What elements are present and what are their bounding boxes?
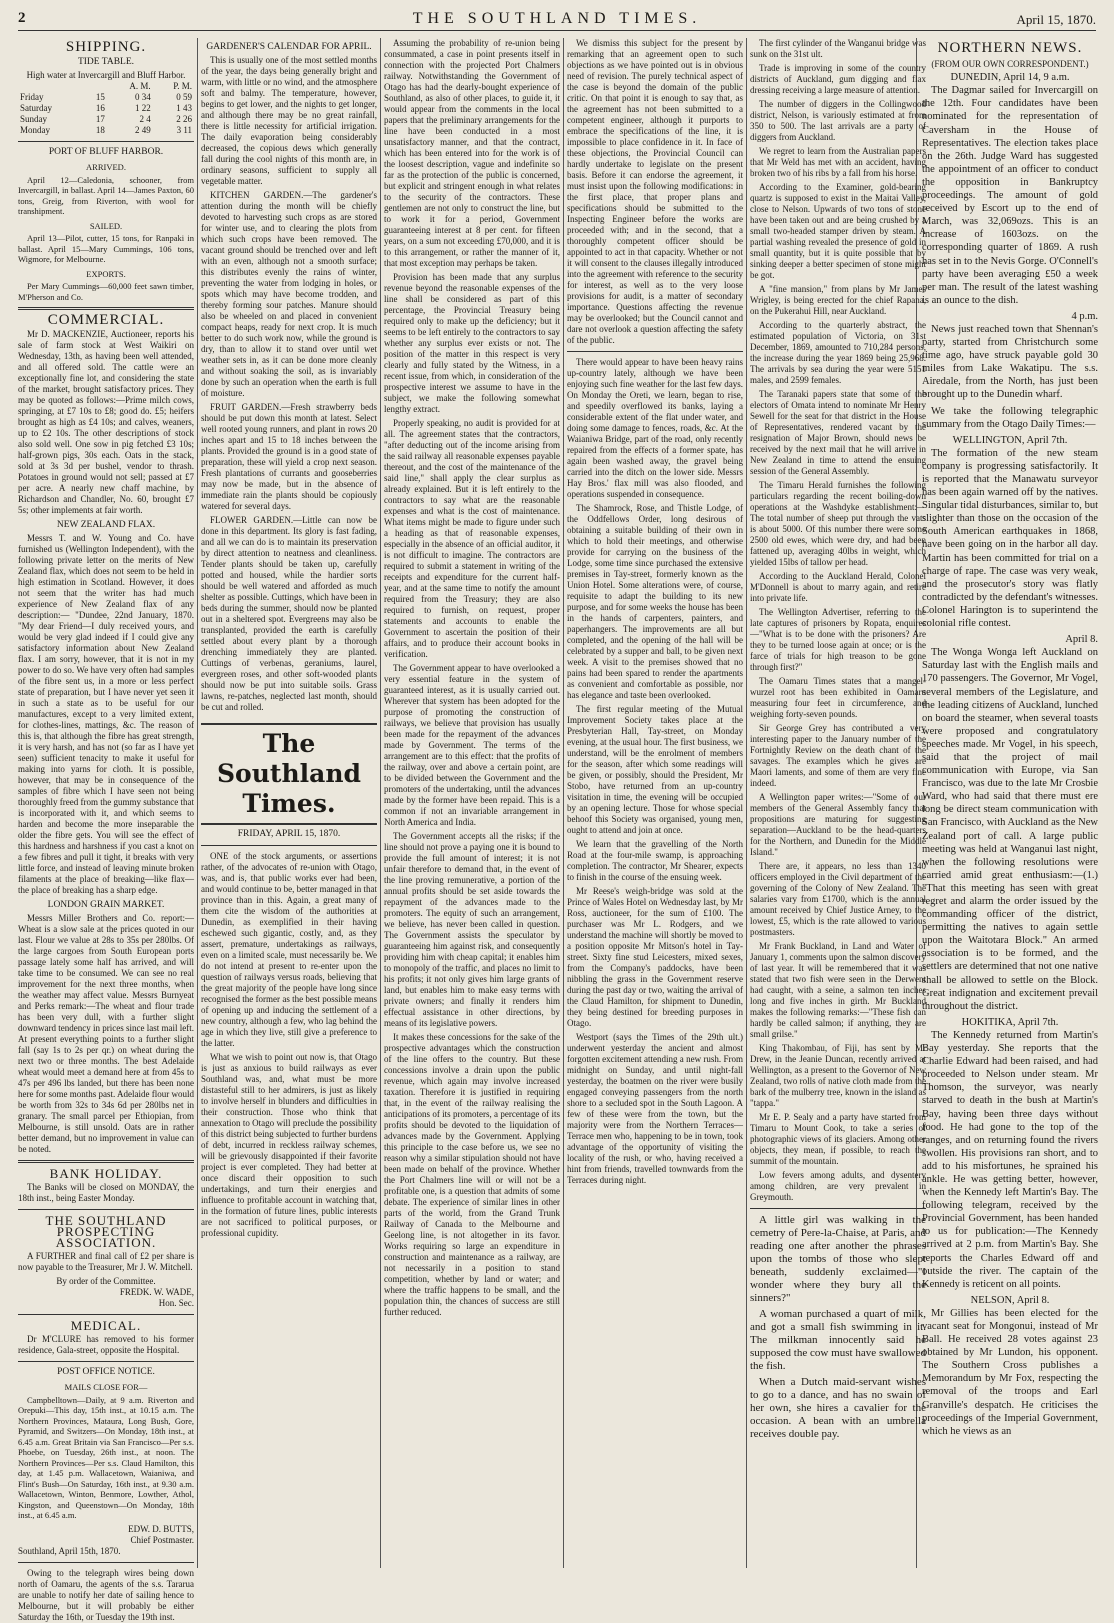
divider	[567, 351, 743, 352]
dateline: April 8.	[1065, 634, 1098, 646]
news-item: Trade is improving in some of the country districts of Auckland, gum digging and flax dressing receiving a large measure of attention.	[750, 63, 926, 95]
tide-table-heading: TIDE TABLE.	[77, 57, 135, 67]
port-heading: PORT OF BLUFF HARBOR.	[48, 147, 164, 157]
tide-date: 18	[95, 125, 105, 135]
tide-col-pm: P. M.	[173, 81, 192, 91]
prospecting-text: A FURTHER and final call of £2 per share is now payable to the Treasurer, Mr J. W. Mitchell.	[18, 1251, 194, 1272]
tide-row	[18, 92, 194, 103]
tide-day: Sunday	[20, 114, 47, 124]
bank-holiday-heading: BANK HOLIDAY.	[49, 1166, 163, 1181]
commercial-heading: COMMERCIAL.	[47, 312, 165, 328]
leader-paragraph: The Government accepts all the risks; if the line should not prove a paying one it is bound to provide the full amount of interest; it is not unfair therefore to demand that, in the event of the line proving remunerative, a portion of the annual profits should be set aside towards the repayment of the advances made to the promoters. The equity of such an arrangement, we believe, has never been called in question. The Government assists the speculator by guaranteeing him against risk, and consequently providing him with cheap capital; it enables him to monopoly of the traffic, and places no limit to his profits; it not only gives him large grants of land, but enables him to make easy terms with private owners; and finally it renders him effectual assistance in other directions, by means of its legislative powers.	[384, 831, 560, 1028]
dateline: HOKITIKA, April 7th.	[961, 1016, 1059, 1028]
post-office-signature: EDW. D. BUTTS,	[128, 1523, 194, 1534]
news-item: The Timaru Herald furnishes the following particulars regarding the recent boiling-down operations at the Washdyke establishment:—The total number of sheep put through the vats is about 5000. Of this number there were some 2500 old ewes, which were dry, and had been fattened up, averaging 40lbs in weight, which yielded 15lbs of tallow per head.	[750, 480, 926, 567]
leader-paragraph: ONE of the stock arguments, or assertions rather, of the advocates of re-union with Otago, was, and is, that public works ever had been, and would continue to be, better managed in that province than in this. Again, a great many of them cite the wisdom of the authorities at Dunedin, as exemplified in their having eschewed such gigantic, costly, and, as they assert, premature, undertakings as railways, even on a limited scale, must necessarily be. We do not intend at present to re-enter upon the question of railways versus roads, believing that the great majority of the people have long since recognised the former as the best possible means of opening up and inducing the settlement of a new country, although a few, who lag behind the age in which they live, still give a preference to the latter.	[201, 851, 377, 1048]
dateline: DUNEDIN, April 14, 9 a.m.	[950, 72, 1070, 84]
leader-paragraph: It makes these concessions for the sake of the prospective advantages which the construction of the line offers to the country. But these concessions involve a drain upon the public revenue, which again may involve increased taxation. Therefore it is justified in requiring that, in the event of the railway realising the anticipations of its promoters, a percentage of its profits should be devoted to the liquidation of advances made by the Government. Applying this principle to the case before us, we see no reason why a similar stipulation should not have been made on behalf of the province. Whether the Port Chalmers line will or will not be a profitable one, is a question that admits of some debate. The experience of similar lines in other parts of the world, from the Grand Trunk Railway of Canada to the Melbourne and Geelong line, is not altogether in its favor. Works requiring so large an expenditure in construction and maintenance as a railway, are not necessarily in a position to stand competition, whether by land or water; and where the traffic happens to be small, and the population thin, the chances of success are still further reduced.	[384, 1032, 560, 1317]
kitchen-garden: KITCHEN GARDEN.—The gardener's attention during the month will be chiefly devoted to harvesting such crops as are stored for winter use, and to clearing the plots from which such crops have been removed. The vacant ground should be trenched over and left with an even, although not a smooth surface; this distributes evenly the rains of winter, preventing the water from lodging in holes, or spots which may have become trodden, and thereby forming sour patches. Manure should also be wheeled on and placed in convenient compact heaps, ready for next crop. It is much better to do such work now, while the ground is dry, than to allow it to stand over until wet weather sets in, as it can be done more cleanly and without soaking the soil, as is invariably done by such an operation when the earth is full of moisture.	[201, 190, 377, 398]
news-item: Sir George Grey has contributed a very interesting paper to the January number of the Fortnightly Review on the death chant of the savages. The examples which he gives are Maori laments, and some of them are very fine indeed.	[750, 723, 926, 788]
tide-row	[18, 114, 194, 125]
news-item: King Thakombau, of Fiji, has sent by Mr Drew, in the Jeanie Duncan, recently arrived at Wellington, as a present to the Governor of New Zealand, two rolls of native cloth made from the bark of the mulberry tree, known in the island as "tappa."	[750, 1043, 926, 1108]
news-item: The Taranaki papers state that some of the electors of Omata intend to nominate Mr Henry Sewell for the seat for that district in the House of Representatives, rendered vacant by the resignation of Major Brown, should news be received by the next mail that he will arrive in New Zealand in time to attend the ensuing session of the General Assembly.	[750, 389, 926, 476]
dateline: 4 p.m.	[1071, 310, 1098, 322]
leader-paragraph: What we wish to point out now is, that Otago is just as anxious to build railways as ever Southland was, and, what must be more distasteful still to her admirers, is just as likely to involve herself in blunders and difficulties in their construction. Those who think that annexation to Otago will preclude the possibility of this district being subjected to further burdens of debt, incurred in reckless railway schemes, will be grievously disappointed if their favorite project is ever completed. They had better at once discard their opposition to such undertakings, and turn their energies and influence to profitable account in watching that, in the formation of future lines, public interests are not sacrificed to political purposes, or professional cupidity.	[201, 1052, 377, 1238]
divider	[18, 1361, 194, 1362]
post-office-title: Chief Postmaster.	[130, 1534, 194, 1545]
tide-pm: 3 11	[176, 125, 192, 135]
news-item: Low fevers among adults, and dysentery among children, are very prevalent in Greymouth.	[750, 1170, 926, 1202]
news-item: The first cylinder of the Wanganui bridge was sunk on the 31st ult.	[750, 38, 926, 59]
column-rule	[197, 38, 198, 1568]
column-3	[384, 38, 560, 1574]
tide-date: 17	[95, 114, 105, 124]
bank-holiday-text: The Banks will be closed on MONDAY, the 18th inst., being Easter Monday.	[18, 1182, 194, 1203]
tide-pm: 2 26	[176, 114, 192, 124]
prospecting-title: Hon. Sec.	[158, 1298, 194, 1308]
news-item: The Wellington Advertiser, referring to the late captures of prisoners by Ropata, enquires—"What is to be done with the prisoners? Are they to be turned loose again at once; or is the farce of trials for high treason to be gone through first?"	[750, 607, 926, 672]
column-4	[567, 38, 743, 1574]
telegram-text: The Wonga Wonga left Auckland on Saturday last with the English mails and 170 passengers. The Governor, Mr Vogel, several members of the Legislature, and the leading citizens of Auckland, lunched on board the steamer, when several toasts were proposed and congratulatory speeches made. Mr Vogel, in his speech, said that the project of mail communication with Europe, via San Francisco, was due to the late Mr Crosbie Ward, who had said that there must ere long be direct steam communication with San Francisco, with Auckland as the New Zealand port of call. A large public meeting was held at Wanganui last night, when the following resolutions were carried amid great enthusiasm:—(1.) "That this meeting has seen with great regret and alarm the order issued by the commanding officer of the district, permitting the natives to again settle upon the Waitotara Block." An armed association is to be formed, and the settlers are determined that not one native shall be allowed to settle on the Block. Great indignation and excitement prevail throughout the district.	[922, 647, 1098, 1012]
tide-header-row	[18, 81, 194, 92]
commercial-report: Mr D. MACKENZIE, Auctioneer, reports his sale of farm stock at West Waikiri on Wednesday, 13th, as having been well attended, and all offered sold. The cattle were an exceptionally fine lot, and considering the state of the market, brought satisfactory prices. They may be quoted as follows:—Prime milch cows, springing, at £7 10s to £8; good do. £5; heifers brought as high as £4 10s; and calves, weaners, up to £2 10s. The other descriptions of stock also sold well. One sow in pig fetched £3 10s; half-grown pigs, 30s each. Oats in the stack, sold at 3s 3d per bushel, vendor to thrash. Potatoes in ground would not sell; passed at £7 per acre. A nearly new chaff machine, by Richardson and Chandler, No. 60, brought £7 5s; other implements at fair worth.	[18, 329, 194, 515]
exports-text: Per Mary Cummings—60,000 feet sawn timber, M'Pherson and Co.	[18, 281, 194, 302]
northern-news-subheading: (FROM OUR OWN CORRESPONDENT.)	[931, 59, 1089, 70]
local-item: Westport (says the Times of the 29th ult.) underwent yesterday the ancient and almost forgotten excitement attending a new rush. From midnight on Sunday, and until night-fall yesterday, the boatmen on the river were busily engaged conveying passengers from the north shore to a secluded spot in the South Lagoon. A few of these were from the town, but the majority were from the Northern Terraces—Terrace men who, happening to be in town, took advantage of the opportunity of visiting the locality of the rush, or who, having received a hint from friends, travelled townwards from the Terraces during night.	[567, 1032, 743, 1185]
fruit-garden: FRUIT GARDEN.—Fresh strawberry beds should be put down this month at latest. Select well rooted young runners, and plant in rows 20 inches apart and 15 to 18 inches between the plants. Provided the ground is in a good state of preparation, these will yield a crop next season. Fresh plantations of currants and gooseberries may now be made, but in the absence of immediate rain the plants should be copiously watered for several days.	[201, 402, 377, 511]
dateline: WELLINGTON, April 7th.	[952, 434, 1068, 446]
local-item: There would appear to have been heavy rains up-country lately, although we have been enjoying such fine weather for the last few days. On Monday the Oreti, we learn, began to rise, and speedily overflowed its banks, laying a considerable extent of the flat under water, and doing some damage to fences, roads, &c. At the Waianiwa Bridge, part of the road, only recently repaired from the effects of a former spate, has again been washed away, the gravel being carried into the ditch on the lower side. Messrs Hay Bros.' flax mill was also flooded, and operations suspended in consequence.	[567, 357, 743, 499]
shipping-heading: SHIPPING.	[65, 39, 147, 55]
news-item: A Wellington paper writes:—"Some of our members of the General Assembly fancy that propositions are maturing for suggesting separation—Auckland to be the head-quarters for the Northern, and Dunedin for the Middle Island."	[750, 792, 926, 857]
telegram-text: Mr Gillies has been elected for the vacant seat for Mongonui, instead of Mr Ball. He received 28 votes against 23 obtained by Mr Lundon, his opponent. The Southern Cross publishes a Memorandum by Mr Fox, respecting the removal of the troops and Earl Granville's despatch. He criticises the proceedings of the Imperial Government, which he views as an	[922, 1307, 1098, 1437]
northern-news-heading: NORTHERN NEWS.	[937, 40, 1083, 56]
divider	[18, 1314, 194, 1315]
grain-heading: LONDON GRAIN MARKET.	[47, 900, 165, 910]
news-item: Mr E. P. Sealy and a party have started from Timaru to Mount Cook, to take a series of photographic views of its glaciers. Among other objects, they mean, if possible, to reach the summit of the mountain.	[750, 1112, 926, 1166]
news-item: The number of diggers in the Collingwood district, Nelson, is variously estimated at from 350 to 500. The last arrivals are a party of diggers from Auckland.	[750, 99, 926, 142]
post-office-text: Campbelltown—Daily, at 9 a.m. Riverton and Orepuki—This day, 15th inst., at 10.15 a.m. The Northern Provinces, Mataura, Long Bush, Gore, Pyramid, and Switzers—On Monday, 18th inst., at 6.45 a.m. Great Britain via San Francisco—Per s.s. Phoebe, on Tuesday, 26th inst., at noon. The Northern Provinces—Per s.s. Claud Hamilton, this day, at 1.45 p.m. Wallacetown, Waianiwa, and Flint's Bush—On Saturday, 16th inst., at 9.30 a.m. Wallacetown, Winton, Benmore, Lowther, Athol, Kingston, and Queenstown—On Monday, 18th inst., at 6.45 a.m.	[18, 1394, 194, 1520]
tararua-note: Owing to the telegraph wires being down north of Oamaru, the agents of the s.s. Tararua are unable to notify her date of sailing hence to Melbourne, but it will probably be either Saturday the 16th, or Tuesday the 19th inst.	[18, 1567, 194, 1622]
tide-am: 0 34	[134, 92, 151, 102]
news-item: A "fine mansion," from plans by Mr James Wrigley, is being erected for the chief Rapana, on the Pukerahui Hill, near Auckland.	[750, 284, 926, 316]
tide-am: 2 4	[139, 114, 151, 124]
medical-text: Dr M'CLURE has removed to his former residence, Gala-street, opposite the Hospital.	[18, 1334, 194, 1355]
tide-pm: 0 59	[176, 92, 192, 102]
tide-am: 2 49	[134, 125, 151, 135]
local-item: Mr Reese's weigh-bridge was sold at the Prince of Wales Hotel on Wednesday last, by Mr Ross, auctioneer, for the sum of £100. The purchaser was Mr L. Rodgers, and we understand the machine will shortly be moved to a position opposite Mr Mitson's hotel in Tay-street. Sixty fine stud Leicesters, mixed sexes, from the Company's paddocks, have been nibbling the grass in the Government reserve during the past day or two, waiting the arrival of the Claud Hamilton, for shipment to Dunedin, they being destined for breeding purposes in Otago.	[567, 886, 743, 1028]
divider	[201, 845, 377, 846]
column-2	[201, 38, 377, 1574]
column-1	[18, 38, 194, 1622]
news-item: A woman purchased a quart of milk, and got a small fish swimming in it. The milkman innocently said he supposed the cow must have swallowed the fish.	[750, 1308, 926, 1372]
news-item: Mr Frank Buckland, in Land and Water of January 1, comments upon the salmon discovery of last year. It will be remembered that it was stated that two fish were seen in the Derwent had caught, with a seine, a salmon ten inches long and five inches in girth. Mr Buckland makes the following remarks:—"These fish can hardly be called salmon; if anything, they are small grilse."	[750, 941, 926, 1039]
column-rule	[746, 38, 747, 1568]
flower-garden: FLOWER GARDEN.—Little can now be done in this department. Its glory is fast fading, and all we can do is to maintain its preservation by direct attention to neatness and cleanliness. Tender plants should be taken up, carefully potted and housed, while the hardier sorts should be well watered and afforded as much shelter as possible. Cuttings, which have been in beds during the summer, should now be planted out in a sheltered spot. Evergreens may also be transplanted, provided the earth is carefully settled about every plant by a thorough drenching immediately they are planted. Cuttings of verbenas, geraniums, laurel, evergreen roses, and other soft-wooded plants should now be put into suitable soils. Grass lawns, re-patches, neglected last month, should be cut and rolled.	[201, 515, 377, 712]
tide-day: Friday	[20, 92, 44, 102]
column-6	[922, 38, 1098, 1574]
grain-article: Messrs Miller Brothers and Co. report:—Wheat is a slow sale at the prices quoted in our last. Flour we value at 28s to 35s per 280lbs. Of the large cargoes from South European ports passage lately some half has arrived, and will take time to be consumed. We can see no real improvement for the next three months, when the weather may affect value. Messrs Burnyeat and Perks remark:—The wheat and flour trade has been very dull, with a further slight downward tendency in prices since last mail left. At present everything points to a further slight fall (say 1s to 2s per qr.) on wheat during the next two or three months. The best Adelaide wheat would meet a demand here at from 45s to 47s per 496 lbs landed, but there has been none here for some months past. Adelaide flour would be worth from 32s to 34s 6d per 280lbs net in granary. The small parcel per Ethiopian, from Melbourne, is still unsold. Oats are in rather better demand, but no improvement in value can be noted.	[18, 913, 194, 1154]
prospecting-signature: FREDK. W. WADE,	[119, 1287, 194, 1297]
exports-label: EXPORTS.	[86, 268, 126, 279]
tide-am: 1 22	[134, 103, 151, 113]
telegram-text: The Kennedy returned from Martin's Bay yesterday. She reports that the Charlie Edward had been raised, and had proceeded to Nelson under steam. Mr Thomson, the surveyor, was nearly starved to death in the bush at Martin's Bay, having been three days without food. He had gone to the top of the ranges, and on returning found the rivers swollen. His provisions ran short, and to add to his misfortunes, he sprained his ankle. He was getting better, however, when the Kennedy left Martin's Bay. The following telegram, received by the Provincial Government, has been handed to us for publication:—The Kennedy arrived at 2 p.m. from Martin's Bay. She reports the Charles Edward off and outside the river. The captain of the Kennedy is reticent on all points.	[922, 1029, 1098, 1290]
tide-col-am: A. M.	[129, 81, 151, 91]
tide-table	[18, 81, 194, 136]
news-item: When a Dutch maid-servant wishes to go to a dance, and has no swain of her own, she hires a cavalier for the occasion. A bean with an umbrella receives double pay.	[750, 1376, 926, 1440]
column-rule	[563, 38, 564, 1568]
telegram-text: The formation of the new steam company is progressing satisfactorily. It is reported that the Manawatu surveyor has been again warned off by the natives. Singular tidal disturbances, similar to, but slighter than those on the occasion of the South American earthquakes in 1868, have been going on in the harbor all day. Martin has been committed for trial on a charge of rape. The case was very weak, and the prosecutor's story was flatly contradicted by the defendant's witnesses. Colonel Harington is to superintend the colonial rifle contest.	[922, 447, 1098, 630]
divider	[750, 1208, 926, 1209]
tide-date: 16	[95, 103, 105, 113]
masthead-date: FRIDAY, APRIL 15, 1870.	[237, 829, 341, 839]
sailed-label: SAILED.	[89, 220, 123, 231]
news-item: According to the Examiner, gold-bearing quartz is supposed to exist in the Maitai Valley, close to Nelson. Upwards of two tons of stone have been taken out and are being crushed by a small two-headed stamper driven by steam. A partial washing revealed the presence of gold in small quantity, but it is quite possible that by sinking deeper a better specimen of stone might be got.	[750, 182, 926, 280]
divider	[18, 307, 194, 310]
news-item: A little girl was walking in the cemetry of Pere-la-Chaise, at Paris, and reading one after another the phrases upon the tombs of those who slept beneath, suddenly exclaimed—"I wonder where they bury all the sinners?"	[750, 1214, 926, 1304]
tide-row	[18, 125, 194, 136]
flax-heading: NEW ZEALAND FLAX.	[56, 520, 156, 530]
telegram-text: The Dagmar sailed for Invercargill on the 12th. Four candidates have been nominated for the representation of Caversham in the House of Representatives. The election takes place on the 26th. Judge Ward has suggested the appointment of an officer to conduct the opposition in Bankruptcy proceedings. The amount of gold received by Escort up to the end of March, was 32,069ozs. This is an increase of 1603ozs. on the corresponding quarter of 1869. A rush has set in to the Nevis Gorge. O'Connell's party have been averaging £50 a week per man. The result of the latest washing is an ounce to the dish.	[922, 85, 1098, 306]
leader-paragraph: Properly speaking, no audit is provided for at all. The agreement states that the contractors, "after deducting out of the income arising from the said railway all reasonable expenses payable thereout, and the cost of the maintenance of the said line," shall apply the clear surplus as already explained. But it is left entirely to the contractors to say what are the reasonable expenses and what is the cost of maintenance. What items might be made to figure under such a heading as that of reasonable expenses, especially in the absence of an official auditor, it is not difficult to imagine. The contractors are required to submit a statement in writing of the receipts and expenditure for the current half-year, and at the same time to notify the amount required from the Treasury; they are also required to furnish, on request, proper statements and accounts to enable the Government to ascertain the position of their affairs, and to produce their account books in verification.	[384, 418, 560, 659]
page-number: 2	[18, 10, 26, 26]
divider	[18, 1160, 194, 1163]
sailed-text: April 13—Pilot, cutter, 15 tons, for Ranpaki in ballast. April 15—Mary Cummings, 106 tons, Wigmore, for Melbourne.	[18, 233, 194, 264]
news-item: We regret to learn from the Australian papers that Mr Weld has met with an accident, having broken two of his ribs by a fall from his horse.	[750, 146, 926, 178]
divider	[18, 1209, 194, 1210]
dateline: NELSON, April 8.	[970, 1294, 1050, 1306]
arrived-label: ARRIVED.	[86, 162, 126, 172]
prospecting-order: By order of the Committee.	[56, 1276, 156, 1286]
tide-day: Saturday	[20, 103, 52, 113]
tide-date: 15	[95, 92, 105, 102]
local-item: We learn that the gravelling of the North Road at the four-mile swamp, is approaching completion. The contractor, Mr Shearer, expects to finish in the course of the ensuing week.	[567, 839, 743, 882]
news-item: There are, it appears, no less than 1340 officers employed in the Civil department of the governing of the Colony of New Zealand. The salaries vary from £1700, which is the annual amount received by Chief Justice Arney, to the lowest, £5, which is the rate allowed to various postmasters.	[750, 861, 926, 937]
column-5	[750, 38, 926, 1574]
local-item: The first regular meeting of the Mutual Improvement Society takes place at the Presbyterian Hall, Tay-street, on Monday evening, at the usual hour. The first business, we understand, will be the enrolment of members for the season, after which some readings will be given, or possibly, should the President, Mr Stobo, have returned from an up-country visitation in time, the evening will be occupied by an opening lecture. Those for whose special behoof this Society was organised, young men, ought to attend and join at once.	[567, 704, 743, 835]
news-item: The Oamaru Times states that a mangel-wurzel root has been exhibited in Oamaru measuring four feet in circumference, and weighing forty-seven pounds.	[750, 676, 926, 719]
divider	[18, 141, 194, 142]
leader-paragraph: Provision has been made that any surplus revenue beyond the reasonable expenses of the line shall be considered as part of this percentage, the Provincial Treasury being required only to make up the deficiency; but it seems to be left entirely to the contractors to say whether any surplus ever exists or not. The position of the matter in this respect is very clearly and fully stated by the Witness, in a recent issue, from which, in consideration of the prospective interest we assume to have in the subject, we make the following somewhat lengthy extract.	[384, 272, 560, 414]
post-office-heading: POST OFFICE NOTICE.	[57, 1367, 155, 1377]
leader-paragraph: Assuming the probability of re-union being consummated, a case in point presents itself in connection with the projected Port Chalmers railway. Notwithstanding the Government of Otago has had the dearly-bought experience of Southland, as also of other places, to guide it, it would appear from the comments in the local papers that the preliminary arrangements for the line have been conducted in a most unsatisfactory manner, and that the contract, which has been entered into for the work is of the loosest description, vague and indefinite so far as the protection of the public is concerned, but explicit and stringent enough in what relates to the security of the contractors. These gentlemen are not only to construct the line, but to work it for a period, Government guaranteeing interest at 8 per cent. for fifteen years, on a sum not exceeding £70,000, and it is to this arrangement, or rather the manner of it, that most exception may perhaps be taken.	[384, 38, 560, 268]
prospecting-heading: THE SOUTHLAND PROSPECTING ASSOCIATION.	[45, 1213, 167, 1250]
paper-title: THE SOUTHLAND TIMES.	[412, 10, 702, 27]
tide-intro: High water at Invercargill and Bluff Harbor.	[26, 70, 186, 80]
tide-pm: 1 43	[176, 103, 192, 113]
running-header	[18, 8, 1096, 31]
post-office-place: Southland, April 15th, 1870.	[18, 1545, 121, 1556]
issue-date: April 15, 1870.	[1016, 12, 1096, 27]
tide-row	[18, 103, 194, 114]
news-item: According to the Auckland Herald, Colonel M'Donnell is about to marry again, and retire into private life.	[750, 571, 926, 603]
gardener-heading: GARDENER'S CALENDAR FOR APRIL.	[206, 42, 372, 52]
arrived-text: April 12—Caledonia, schooner, from Invercargill, in ballast. April 14—James Paxton, 60 tons, Greig, from Riverton, with wool for transhipment.	[18, 174, 194, 216]
masthead-title: The Southland Times.	[201, 723, 377, 825]
divider	[18, 1562, 194, 1563]
news-item: According to the quarterly abstract, the estimated population of Victoria, on 31st December, 1869, amounted to 710,284 persons, the increase during the year 1869 being 25,968. The arrivals by sea during the year were 5151 males, and 2599 females.	[750, 320, 926, 385]
column-rule	[380, 38, 381, 1568]
leader-paragraph: The Government appear to have overlooked a very essential feature in the system of guaranteed interest, as it is usually carried out. Wherever that system has been adopted for the purpose of promoting the construction of railways, we believe that provision has usually been made for the repayment of the advances made by Government. The terms of the arrangement are to this effect: that the profits of the railway, over and above a certain point, are to be divided between the Government and the promoters of the undertaking, until the advances made by the former have been repaid. This is a common if not an invariable arrangement in North America and India.	[384, 663, 560, 827]
gardener-intro: This is usually one of the most settled months of the year, the days being generally bright and warm, with little or no wind, and the atmosphere soft and balmy. The temperature, however, begins to get lower, and the nights to get longer, and although there may be no great rainfall, there is little necessity for artificial irrigation. The daily evaporation being considerably decreased, the copious dews which generally fall during the cool nights of this month are, in ordinary seasons, sufficient to supply all vegetable matter.	[201, 55, 377, 186]
telegram-text: News just reached town that Shennan's party, started from Christchurch some time ago, have struck payable gold 30 miles from Lake Wakatipu. The s.s. Airedale, from the North, has just been brought up to the Dunedin wharf.	[922, 323, 1098, 401]
local-item: The Shamrock, Rose, and Thistle Lodge, of the Oddfellows Order, long desirous of obtaining a suitable building of their own in which to hold their meetings, and otherwise provide for carrying on the business of the Lodge, some time since purchased the extensive premises in Tay-street, formerly known as the Union Hotel. Some alterations were, of course, requisite to adapt the building to its new purpose, and for some weeks the house has been in the hands of carpenters, painters, and paperhangers. The improvements are all but completed, and the opening of the hall will be celebrated by a supper and ball, to be given next week. A visit to the premises showed that no pains had been spared to render the apartments as convenient and comfortable as possible, nor has elegance and taste been overlooked.	[567, 503, 743, 700]
flax-article: Messrs T. and W. Young and Co. have furnished us (Wellington Independent), with the following private letter on the merits of New Zealand flax, which does not seem to be held in high estimation in Scotland. However, it does not seem that the writer has had much experience of New Zealand flax of any description:— "Dundee, 22nd January, 1870. "My dear Friend—I duly received yours, and would be very glad indeed if I could give any satisfactory information about New Zealand flax. I am sorry, however, that it is not in my power to do so. We have very often had samples of the fibre sent us, in a more or less perfect state of preparation, but I have never yet seen it in such a state as to be useful for our manufactures, except to a very limited extent, for clothes-lines, mattings, &c. The reason of this is, that although the fibre has great strength, it is very harsh, and has not (so far as I have yet seen) sufficient tenacity to make it useful for making into yarns for cloth. It is possible, however, that may be in consequence of the samples of fibre which I have seen not being thoroughly freed from the gummy substance that is incorporated with it, and which seems to harden and become the more inseparable the older the fibre gets. You will see the effect of this hardness and harshness if you cast a knot on a few fibres and pull it tight, it breaks with very little force, and instead of leaving minute broken filaments at the place of breaking—like flax—the place of breaking has a sharp edge.	[18, 533, 194, 895]
telegram-text: We take the following telegraphic summary from the Otago Daily Times:—	[922, 405, 1098, 430]
leader-paragraph: We dismiss this subject for the present by remarking that an agreement open to such objections as we have pointed out is in obvious need of revision. The purely technical aspect of the case is beyond the domain of the public critic. On that point it is enough to say that, as the agreement has not been submitted to a competent engineer, although it purports to embrace the specifications of the line, it is impossible to place confidence in it. In face of these objections, the Provincial Council can hardly undertake to legislate on the present basis. Before it can endorse the agreement, it must insist upon the following modifications: in the first place, that proper plans and specifications should be submitted to the Inspecting Engineer before the works are proceeded with; and in the second, that a thoroughly competent officer should be appointed to act in that capacity. Whether or not it will consent to the clauses illegally introduced into the agreement with reference to the security for interest, as well as to the very loose provisions for audit, is a matter of secondary importance. Questions affecting the revenue may be overlooked; but the Council cannot and dare not overlook a question affecting the safety of the public.	[567, 38, 743, 345]
medical-heading: MEDICAL.	[70, 1318, 142, 1333]
tide-day: Monday	[20, 125, 50, 135]
post-office-subheading: MAILS CLOSE FOR—	[64, 1382, 148, 1392]
